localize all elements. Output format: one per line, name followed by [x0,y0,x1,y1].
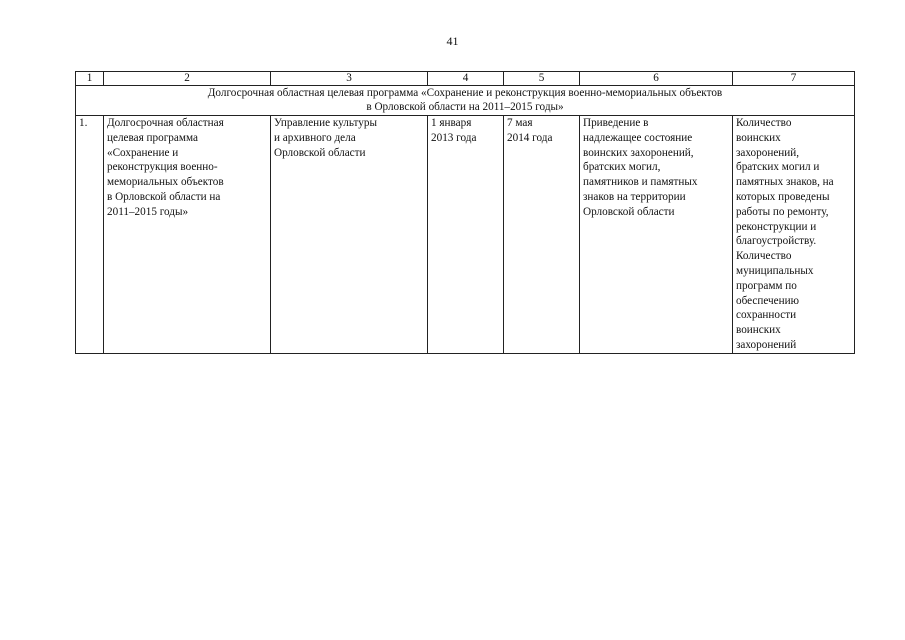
program-name-cell: Долгосрочная областная целевая программа «Сохранение и реконструкция военно- мемориальных объектов в Орловской области на 2011–2015 годы» [107,117,224,218]
column-number-5: 5 [504,72,580,86]
column-number-2: 2 [104,72,271,86]
page-number: 41 [446,34,459,48]
section-heading: Долгосрочная областная целевая программа «Сохранение и реконструкция военно-мемориальных объектов в Орловской области на 2011–2015 годы» [207,87,723,113]
column-number-4: 4 [428,72,504,86]
executor-cell: Управление культуры и архивного дела Орловской области [274,117,377,159]
column-number-1: 1 [76,72,104,86]
program-table [75,71,855,354]
section-heading-row [76,86,855,116]
column-number-7: 7 [733,72,855,86]
table-row [76,116,855,354]
start-date-cell: 1 января 2013 года [431,117,477,144]
column-number-row [76,72,855,86]
column-number-6: 6 [580,72,733,86]
indicators-cell: Количество воинских захоронений, братских могил и памятных знаков, на которых проведены работы по ремонту, реконструкции и благоустройству. Количество муниципальных программ по обеспечению сохранности воинских захоронений [736,117,834,351]
column-number-3: 3 [271,72,428,86]
expected-result-cell: Приведение в надлежащее состояние воинских захоронений, братских могил, памятников и памятных знаков на территории Орловской области [583,117,698,218]
row-number: 1. [79,117,88,129]
end-date-cell: 7 мая 2014 года [507,117,553,144]
